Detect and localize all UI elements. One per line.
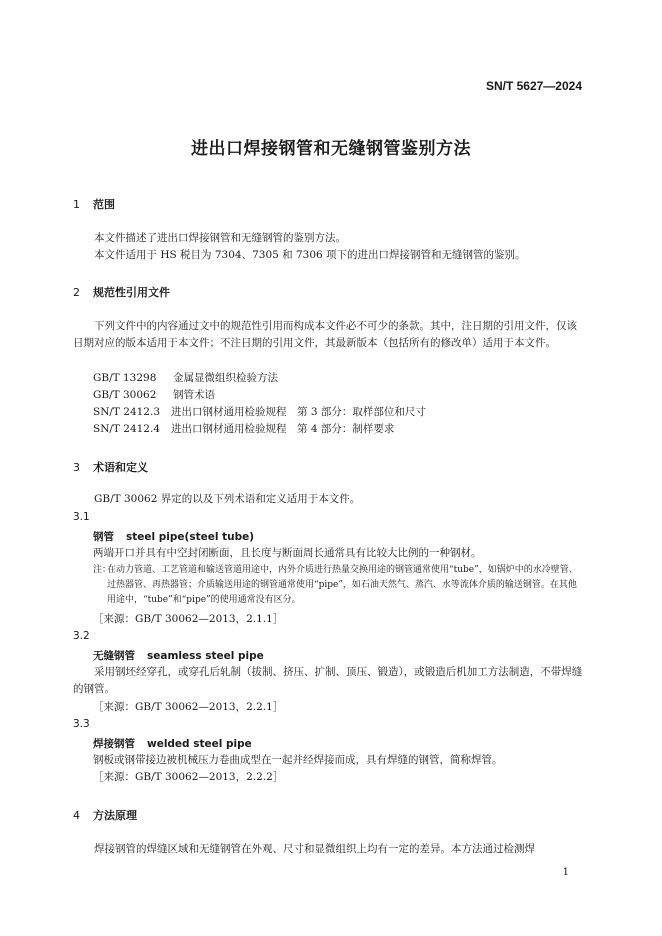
standard-code: SN/T 5627—2024: [485, 79, 582, 93]
term-heading: [93, 529, 254, 544]
note-label: 注：: [93, 565, 112, 575]
paragraph: GB/T 30062 界定的以及下列术语和定义适用于本文件。: [94, 493, 361, 505]
term-source: ［来源：GB/T 30062—2013，2.2.1］: [93, 701, 284, 713]
reference-item: [93, 387, 215, 404]
reference-name: 钢管术语: [173, 389, 215, 401]
paragraph: 下列文件中的内容通过文中的规范性引用而构成本文件必不可少的条款。其中，注日期的引用文件，仅该日期对应的版本适用于本文件；不注日期的引用文件，其最新版本（包括所有的修改单）适用于本文件。: [73, 320, 577, 349]
term-definition: 钢板或钢带接边被机械压力卷曲成型在一起并经焊接而成，具有焊缝的钢管，简称焊管。: [93, 754, 503, 766]
section-3-heading: [73, 459, 148, 475]
note-text: 在动力管道、工艺管道和输送管道用途中，内外介质进行热量交换用途的钢管通常使用“tube”，如锅炉中的水冷壁管、过热器管、再热器管；介质输送用途的钢管通常使用“pipe”，如石油天然气、蒸汽、水等流体介质的输送钢管。在其他用途中，“tube”和“pipe”的使用通常没有区分。: [107, 565, 578, 605]
reference-name: 金属显微组织检验方法: [173, 372, 278, 384]
term-number: 3.3: [73, 718, 90, 730]
term-definition: 两端开口并具有中空封闭断面，且长度与断面周长通常具有比较大比例的一种钢材。: [93, 547, 482, 559]
section-2-heading: [73, 284, 170, 300]
page-number: 1: [562, 867, 569, 878]
reference-item: [93, 370, 278, 387]
document-title: 进出口焊接钢管和无缝钢管鉴别方法: [191, 139, 471, 159]
term-en: steel pipe(steel tube): [126, 531, 255, 543]
term-heading: [93, 736, 252, 751]
section-1-heading: [73, 196, 115, 212]
term-en: seamless steel pipe: [147, 650, 264, 662]
reference-code: GB/T 30062: [93, 389, 157, 401]
reference-code: SN/T 2412.4: [93, 423, 160, 435]
section-number: 2: [73, 286, 80, 299]
term-source: ［来源：GB/T 30062—2013，2.1.1］: [93, 613, 284, 625]
term-number: 3.2: [73, 630, 90, 642]
section-number: 4: [73, 809, 80, 822]
term-heading: [93, 648, 264, 663]
term-zh: 焊接钢管: [93, 738, 135, 750]
section-title: 范围: [93, 198, 115, 211]
term-number: 3.1: [73, 511, 90, 523]
section-title: 术语和定义: [93, 461, 148, 474]
term-en: welded steel pipe: [147, 738, 252, 750]
reference-item: [93, 421, 394, 438]
reference-name: 进出口钢材通用检验规程 第 3 部分：取样部位和尺寸: [171, 406, 426, 418]
section-number: 1: [73, 198, 80, 211]
paragraph: 本文件描述了进出口焊接钢管和无缝钢管的鉴别方法。: [94, 232, 346, 244]
reference-code: SN/T 2412.3: [93, 406, 160, 418]
term-zh: 钢管: [93, 531, 114, 543]
reference-item: [93, 404, 426, 421]
paragraph: 焊接钢管的焊缝区域和无缝钢管在外观、尺寸和显微组织上均有一定的差异。本方法通过检测焊: [94, 843, 535, 855]
section-title: 方法原理: [93, 809, 137, 822]
reference-name: 进出口钢材通用检验规程 第 4 部分：制样要求: [171, 423, 395, 435]
section-number: 3: [73, 461, 80, 474]
section-4-heading: [73, 807, 137, 823]
term-note: [93, 563, 583, 608]
term-source: ［来源：GB/T 30062—2013，2.2.2］: [93, 771, 284, 783]
reference-code: GB/T 13298: [93, 372, 157, 384]
term-definition: 采用钢坯经穿孔，或穿孔后轧制（拔制、挤压、扩制、顶压、锻造），或锻造后机加工方法制造，不带焊缝的钢管。: [73, 666, 583, 695]
paragraph: 本文件适用于 HS 税目为 7304、7305 和 7306 项下的进出口焊接钢管和无缝钢管的鉴别。: [94, 249, 526, 261]
section-title: 规范性引用文件: [93, 286, 170, 299]
term-zh: 无缝钢管: [93, 650, 135, 662]
